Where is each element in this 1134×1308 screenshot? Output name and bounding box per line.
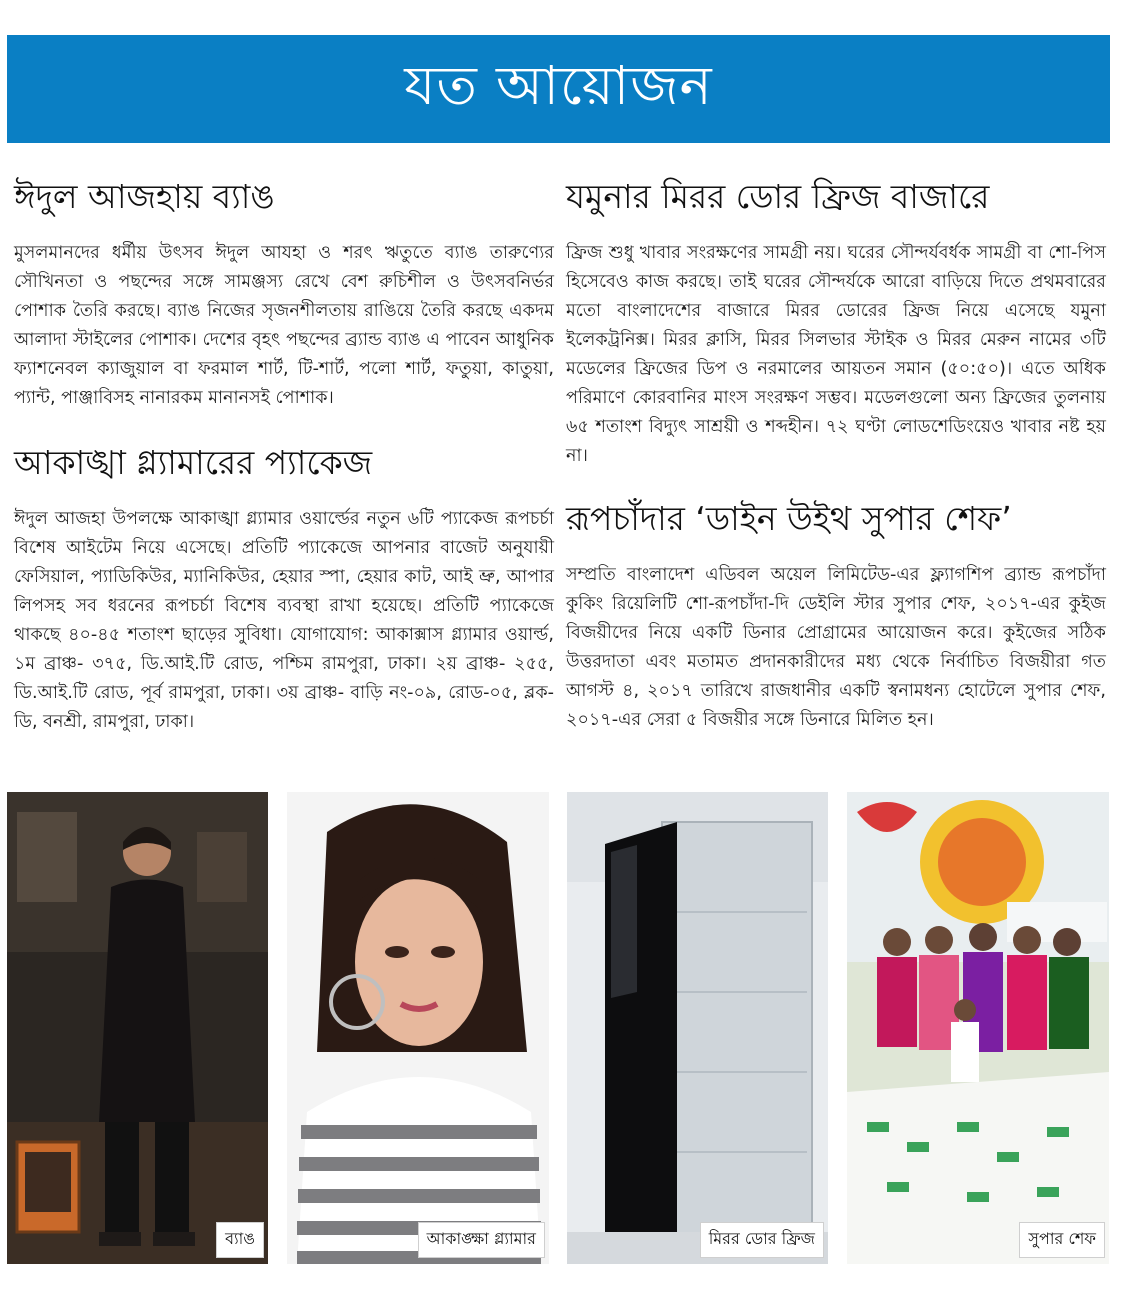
article-jamuna-fridge — [566, 176, 1106, 471]
section-banner — [7, 35, 1110, 143]
photo-bang-model — [7, 792, 268, 1264]
model-photo-illustration — [7, 792, 268, 1264]
photo-caption: সুপার শেফ — [1019, 1222, 1105, 1258]
fridge-photo-illustration — [567, 792, 828, 1264]
article-body: সম্প্রতি বাংলাদেশ এডিবল অয়েল লিমিটেড-এর ফ্ল্যাগশিপ ব্র্যান্ড রূপচাঁদা কুকিং রিয়েলিটি শো-রূপচাঁদা-দি ডেইলি স্টার সুপার শেফ, ২০১৭-এর কুইজ বিজয়ীদের নিয়ে একটি ডিনার প্রোগ্রামের আয়োজন করে। কুইজের সঠিক উত্তরদাতা এবং মতামত প্রদানকারীদের মধ্য থেকে নির্বাচিত বিজয়ীরা গত আগস্ট ৪, ২০১৭ তারিখে রাজধানীর একটি স্বনামধন্য হোটেলে সুপার শেফ, ২০১৭-এর সেরা ৫ বিজয়ীর সঙ্গে ডিনারে মিলিত হন। — [566, 565, 1106, 731]
photo-akankha-model — [287, 792, 549, 1264]
photo-mirror-fridge — [567, 792, 828, 1264]
article-akankha — [14, 442, 554, 737]
article-body: ঈদুল আজহা উপলক্ষে আকাঙ্খা গ্ল্যামার ওয়ার্ল্ডের নতুন ৬টি প্যাকেজ রূপচর্চা বিশেষ আইটেম নিয়ে এসেছে। প্রতিটি প্যাকেজে আপনার বাজেট অনুযায়ী ফেসিয়াল, প্যাডিকিউর, ম্যানিকিউর, হেয়ার স্পা, হেয়ার কাট, আই ভ্রু, আপার লিপসহ সব ধরনের রূপচর্চা বিশেষ ব্যবস্থা রাখা হয়েছে। প্রতিটি প্যাকেজে থাকছে ৪০-৪৫ শতাংশ ছাড়ের সুবিধা। যোগাযোগ: আকাক্সাস গ্ল্যামার ওয়ার্ল্ড, ১ম ব্রাঞ্চ- ৩৭৫, ডি.আই.টি রোড, পশ্চিম রামপুরা, ঢাকা। ২য় ব্রাঞ্চ- ২৫৫, ডি.আই.টি রোড, পূর্ব রামপুরা, ঢাকা। ৩য় ব্রাঞ্চ- বাড়ি নং-০৯, রোড-০৫, ব্লক-ডি, বনশ্রী, রামপুরা, ঢাকা। — [14, 509, 554, 733]
article-heading: যমুনার মিরর ডোর ফ্রিজ বাজারে — [566, 177, 990, 216]
article-heading: আকাঙ্খা গ্ল্যামারের প্যাকেজ — [14, 443, 373, 482]
article-rupchanda — [566, 498, 1106, 735]
article-heading: রূপচাঁদার ‘ডাইন উইথ সুপার শেফ’ — [566, 499, 1012, 538]
article-bang — [14, 176, 554, 413]
photo-super-chef-group — [847, 792, 1109, 1264]
section-title: যত আয়োজন — [404, 54, 713, 117]
article-heading: ঈদুল আজহায় ব্যাঙ — [14, 177, 275, 216]
article-body: ফ্রিজ শুধু খাবার সংরক্ষণের সামগ্রী নয়। ঘরের সৌন্দর্যবর্ধক সামগ্রী বা শো-পিস হিসেবেও কাজ করছে। তাই ঘরের সৌন্দর্যকে আরো বাড়িয়ে দিতে প্রথমবারের মতো বাংলাদেশের বাজারে মিরর ডোরের ফ্রিজ নিয়ে এসেছে যমুনা ইলেকট্রনিক্স। মিরর ক্লাসি, মিরর সিলভার স্টাইক ও মিরর মেরুন নামের ৩টি মডেলের ফ্রিজের ডিপ ও নরমালের আয়তন সমান (৫০:৫০)। এতে অধিক পরিমাণে কোরবানির মাংস সংরক্ষণ সম্ভব। মডেলগুলো অন্য ফ্রিজের তুলনায় ৬৫ শতাংশ বিদ্যুৎ সাশ্রয়ী ও শব্দহীন। ৭২ ঘণ্টা লোডশেডিংয়েও খাবার নষ্ট হয় না। — [566, 243, 1106, 467]
group-photo-illustration — [847, 792, 1109, 1264]
photo-caption: আকাঙ্ক্ষা গ্ল্যামার — [418, 1222, 545, 1258]
portrait-photo-illustration — [287, 792, 549, 1264]
photo-caption: মিরর ডোর ফ্রিজ — [700, 1222, 824, 1258]
article-body: মুসলমানদের ধর্মীয় উৎসব ঈদুল আযহা ও শরৎ ঋতুতে ব্যাঙ তারুণ্যের সৌখিনতা ও পছন্দের সঙ্গে সামঞ্জস্য রেখে বেশ রুচিশীল ও উৎসবনির্ভর পোশাক তৈরি করছে। ব্যাঙ নিজের সৃজনশীলতায় রাঙিয়ে তৈরি করছে একদম আলাদা স্টাইলের পোশাক। দেশের বৃহৎ পছন্দের ব্র্যান্ড ব্যাঙ এ পাবেন আধুনিক ফ্যাশনেবল ক্যাজুয়াল বা ফরমাল শার্ট, টি-শার্ট, পলো শার্ট, ফতুয়া, কাতুয়া, প্যান্ট, পাঞ্জাবিসহ নানারকম মানানসই পোশাক। — [14, 243, 554, 409]
photo-caption: ব্যাঙ — [216, 1222, 264, 1258]
